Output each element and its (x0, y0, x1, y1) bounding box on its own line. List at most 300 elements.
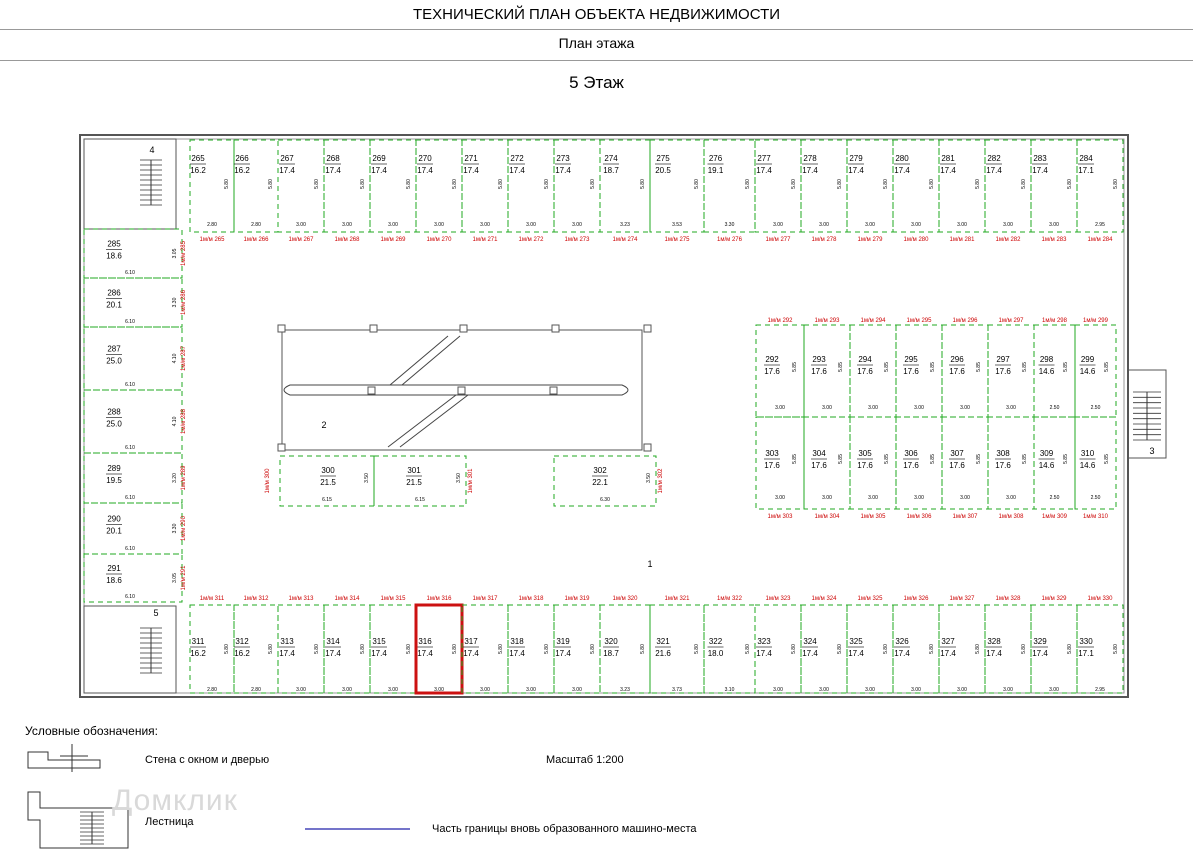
space-label: 1м/м 270 (426, 237, 452, 243)
space-number: 284 (1079, 154, 1093, 163)
space-width-dim: 3.00 (819, 222, 829, 228)
space-label: 1м/м 312 (243, 596, 269, 602)
space-label: 1м/м 304 (814, 514, 840, 520)
space-label: 1м/м 321 (664, 596, 690, 602)
space-area: 17.1 (1078, 166, 1094, 175)
space-label: 1м/м 277 (765, 237, 791, 243)
space-depth-dim: 5.80 (640, 644, 646, 654)
ramp-line (402, 336, 460, 385)
space-number: 282 (987, 154, 1001, 163)
ramp-line (388, 395, 456, 447)
space-number: 317 (464, 637, 478, 646)
space-depth-dim: 5.80 (314, 644, 320, 654)
space-width-dim: 2.80 (251, 222, 261, 228)
space-area: 21.6 (655, 649, 671, 658)
space-label: 1м/м 280 (903, 237, 929, 243)
space-area: 17.4 (279, 649, 295, 658)
space-width-dim: 3.00 (773, 687, 783, 693)
space-area: 17.6 (949, 461, 965, 470)
space-depth-dim: 5.80 (883, 644, 889, 654)
floor-label: 5 Этаж (569, 73, 624, 92)
space-area: 17.4 (417, 166, 433, 175)
space-label: 1м/м 272 (518, 237, 544, 243)
area-label: 2 (321, 420, 327, 430)
space-label: 1м/м 323 (765, 596, 791, 602)
space-depth-dim: 5.85 (1063, 362, 1069, 372)
inner-wall-line (84, 139, 1124, 693)
space-depth-dim: 5.80 (452, 644, 458, 654)
space-width-dim: 3.00 (1006, 405, 1016, 411)
space-area: 16.2 (190, 649, 206, 658)
space-width-dim: 6.10 (125, 495, 135, 501)
space-label: 1м/м 292 (767, 318, 793, 324)
space-label: 1м/м 317 (472, 596, 498, 602)
space-width-dim: 3.00 (1049, 222, 1059, 228)
space-area: 18.6 (106, 576, 122, 585)
space-depth-dim: 5.80 (694, 644, 700, 654)
space-label: 1м/м 283 (1041, 237, 1067, 243)
space-label: 1м/м 274 (612, 237, 638, 243)
space-number: 273 (556, 154, 570, 163)
space-depth-dim: 5.80 (224, 179, 230, 189)
space-label: 1м/м 307 (952, 514, 978, 520)
space-label: 1м/м 279 (857, 237, 883, 243)
space-width-dim: 3.00 (822, 405, 832, 411)
space-depth-dim: 5.80 (791, 644, 797, 654)
stairs-icon (1133, 392, 1161, 440)
space-area: 17.4 (894, 649, 910, 658)
space-area: 17.4 (1032, 649, 1048, 658)
space-number: 308 (996, 449, 1010, 458)
space-area: 17.6 (949, 367, 965, 376)
space-number: 269 (372, 154, 386, 163)
space-area: 14.6 (1038, 367, 1055, 376)
space-number: 295 (904, 355, 918, 364)
space-number: 293 (812, 355, 826, 364)
space-width-dim: 2.50 (1049, 405, 1060, 411)
space-label: 1м/м 287 (181, 346, 187, 371)
space-area: 17.6 (811, 367, 827, 376)
space-width-dim: 3.00 (480, 222, 490, 228)
space-area: 17.6 (857, 461, 873, 470)
space-area: 17.6 (764, 367, 780, 376)
space-number: 286 (107, 288, 121, 298)
space-number: 322 (708, 637, 723, 646)
space-width-dim: 3.23 (620, 687, 630, 693)
space-width-dim: 6.10 (125, 445, 135, 451)
space-depth-dim: 5.85 (838, 362, 844, 372)
space-label: 1м/м 286 (181, 290, 187, 315)
space-number: 307 (950, 449, 964, 458)
space-depth-dim: 5.80 (791, 179, 797, 189)
space-number: 301 (407, 466, 421, 475)
space-number: 311 (191, 637, 205, 646)
space-width-dim: 3.00 (775, 405, 785, 411)
space-label: 1м/м 328 (995, 596, 1021, 602)
space-label: 1м/м 327 (949, 596, 975, 602)
space-area: 20.1 (106, 526, 122, 536)
space-area: 17.6 (995, 461, 1011, 470)
space-depth-dim: 5.80 (745, 179, 751, 189)
space-label: 1м/м 311 (199, 596, 225, 602)
column (458, 387, 465, 394)
space-width-dim: 2.95 (1095, 222, 1105, 228)
space-label: 1м/м 265 (199, 237, 225, 243)
space-width-dim: 3.00 (957, 687, 967, 693)
space-label: 1м/м 329 (1041, 596, 1067, 602)
space-width-dim: 3.00 (822, 495, 832, 501)
space-depth-dim: 5.80 (975, 179, 981, 189)
space-width-dim: 3.00 (296, 687, 306, 693)
space-width-dim: 3.00 (868, 405, 878, 411)
column (644, 325, 651, 332)
space-depth-dim: 5.80 (929, 179, 935, 189)
space-number: 267 (280, 154, 294, 163)
space-number: 292 (765, 355, 779, 364)
legend-wall-label: Стена с окном и дверью (145, 754, 270, 766)
space-depth-dim: 5.80 (224, 644, 230, 654)
space-number: 314 (326, 637, 340, 646)
space-number: 300 (321, 466, 335, 475)
space-label: 1м/м 289 (181, 465, 187, 491)
space-number: 306 (904, 449, 918, 458)
space-label: 1м/м 320 (612, 596, 638, 602)
space-depth-dim: 5.80 (640, 179, 646, 189)
space-number: 318 (510, 637, 524, 646)
space-label: 1м/м 269 (380, 237, 406, 243)
area-label: 3 (1149, 446, 1155, 456)
space-depth-dim: 5.80 (1021, 179, 1027, 189)
space-width-dim: 3.00 (342, 222, 352, 228)
space-label: 1м/м 268 (334, 237, 360, 243)
space-label: 1м/м 282 (995, 237, 1021, 243)
space-label: 1м/м 299 (1083, 318, 1108, 324)
space-area: 17.4 (463, 166, 479, 175)
space-label: 1м/м 295 (906, 318, 932, 324)
space-number: 296 (950, 355, 964, 364)
space-area: 14.6 (1079, 461, 1096, 470)
space-depth-dim: 3.50 (646, 473, 652, 483)
space-number: 327 (941, 637, 955, 646)
space-area: 19.5 (106, 476, 122, 485)
space-depth-dim: 5.85 (792, 362, 798, 372)
space-area: 25.0 (106, 419, 122, 429)
area-label: 5 (153, 608, 159, 618)
space-number: 290 (107, 514, 121, 524)
space-number: 291 (107, 564, 121, 573)
space-depth-dim: 3.05 (172, 573, 178, 583)
space-label: 1м/м 313 (288, 596, 314, 602)
space-number: 329 (1033, 637, 1047, 646)
space-label: 1м/м 302 (658, 468, 664, 494)
area-label: 4 (149, 145, 155, 155)
column (552, 325, 559, 332)
space-area: 17.4 (986, 166, 1002, 175)
space-area: 17.4 (802, 166, 818, 175)
space-number: 276 (708, 154, 723, 163)
space-depth-dim: 5.80 (268, 644, 274, 654)
column (278, 444, 285, 451)
space-area: 17.6 (811, 461, 827, 470)
space-depth-dim: 5.85 (792, 454, 798, 464)
space-width-dim: 3.00 (572, 222, 582, 228)
space-area: 16.2 (190, 166, 206, 175)
space-depth-dim: 5.80 (837, 644, 843, 654)
space-depth-dim: 5.80 (1067, 179, 1073, 189)
space-width-dim: 3.00 (480, 687, 490, 693)
space-depth-dim: 5.85 (1022, 362, 1028, 372)
space-number: 323 (757, 637, 771, 646)
space-depth-dim: 5.80 (590, 644, 596, 654)
space-depth-dim: 5.80 (544, 179, 550, 189)
space-depth-dim: 5.80 (406, 644, 412, 654)
space-label: 1м/м 324 (811, 596, 837, 602)
space-depth-dim: 5.80 (452, 179, 458, 189)
space-width-dim: 2.80 (207, 687, 217, 693)
space-number: 298 (1039, 355, 1054, 364)
space-depth-dim: 5.80 (360, 644, 366, 654)
space-number: 285 (107, 239, 121, 249)
space-label: 1м/м 315 (380, 596, 406, 602)
space-area: 17.4 (802, 649, 818, 658)
stairs-icon (140, 160, 162, 205)
space-area: 19.1 (707, 166, 724, 175)
space-label: 1м/м 301 (468, 468, 474, 494)
space-width-dim: 3.00 (1049, 687, 1059, 693)
space-depth-dim: 5.85 (976, 454, 982, 464)
column (460, 325, 467, 332)
space-number: 312 (235, 637, 249, 646)
space-label: 1м/м 267 (288, 237, 314, 243)
column (550, 387, 557, 394)
area-label: 1 (647, 559, 653, 569)
space-label: 1м/м 330 (1087, 596, 1113, 602)
space-number: 302 (593, 466, 607, 475)
space-label: 1м/м 293 (814, 318, 840, 324)
space-depth-dim: 5.80 (406, 179, 412, 189)
space-width-dim: 2.95 (1095, 687, 1105, 693)
space-number: 289 (107, 464, 121, 473)
legend-title: Условные обозначения: (25, 724, 158, 738)
column (368, 387, 375, 394)
space-area: 17.4 (463, 649, 479, 658)
space-area: 17.4 (509, 649, 525, 658)
space-area: 18.7 (603, 649, 619, 658)
space-depth-dim: 3.50 (456, 473, 462, 483)
space-width-dim: 3.00 (957, 222, 967, 228)
legend-stairs-label: Лестница (145, 816, 194, 828)
ramp-lane (284, 385, 628, 395)
space-depth-dim: 5.85 (1104, 362, 1110, 372)
column (370, 325, 377, 332)
space-area: 14.6 (1079, 367, 1096, 376)
space-width-dim: 2.80 (251, 687, 261, 693)
space-width-dim: 6.15 (415, 497, 425, 503)
space-depth-dim: 5.85 (930, 454, 936, 464)
space-number: 280 (895, 154, 909, 163)
space-width-dim: 3.00 (775, 495, 785, 501)
space-number: 283 (1033, 154, 1047, 163)
space-width-dim: 2.50 (1090, 495, 1101, 501)
space-label: 1м/м 300 (265, 468, 271, 494)
space-width-dim: 3.00 (914, 405, 924, 411)
space-width-dim: 3.00 (434, 687, 444, 693)
space-width-dim: 3.00 (1003, 687, 1013, 693)
space-width-dim: 3.00 (865, 222, 875, 228)
space-label: 1м/м 314 (334, 596, 360, 602)
space-number: 268 (326, 154, 340, 163)
space-width-dim: 3.00 (960, 405, 970, 411)
space-width-dim: 3.00 (960, 495, 970, 501)
space-number: 303 (765, 449, 779, 458)
space-depth-dim: 5.85 (1022, 454, 1028, 464)
space-area: 17.4 (279, 166, 295, 175)
space-depth-dim: 5.80 (1113, 644, 1119, 654)
space-width-dim: 3.23 (620, 222, 630, 228)
space-area: 17.4 (325, 166, 341, 175)
space-area: 16.2 (234, 649, 250, 658)
space-number: 320 (604, 637, 618, 646)
space-area: 18.6 (106, 251, 122, 261)
space-area: 17.4 (1032, 166, 1048, 175)
space-label: 1м/м 309 (1042, 514, 1067, 520)
space-depth-dim: 5.80 (360, 179, 366, 189)
space-width-dim: 2.50 (1090, 405, 1101, 411)
space-width-dim: 3.00 (773, 222, 783, 228)
space-depth-dim: 5.80 (1021, 644, 1027, 654)
space-label: 1м/м 310 (1083, 514, 1108, 520)
space-area: 21.5 (320, 478, 336, 487)
space-width-dim: 6.15 (322, 497, 332, 503)
space-depth-dim: 5.80 (975, 644, 981, 654)
ramp-line (400, 395, 468, 447)
space-width-dim: 6.10 (125, 546, 135, 552)
space-area: 17.4 (325, 649, 341, 658)
space-area: 17.4 (417, 649, 433, 658)
space-depth-dim: 5.85 (976, 362, 982, 372)
space-label: 1м/м 266 (243, 237, 269, 243)
space-label: 1м/м 281 (949, 237, 975, 243)
space-area: 17.4 (940, 166, 956, 175)
space-width-dim: 6.10 (125, 594, 135, 600)
space-depth-dim: 5.85 (884, 362, 890, 372)
space-width-dim: 3.00 (388, 222, 398, 228)
space-number: 265 (191, 154, 205, 163)
space-width-dim: 3.00 (865, 687, 875, 693)
space-area: 14.6 (1038, 461, 1055, 470)
space-width-dim: 3.30 (724, 222, 735, 228)
space-area: 17.4 (371, 649, 387, 658)
space-label: 1м/м 288 (181, 409, 187, 434)
space-width-dim: 2.80 (207, 222, 217, 228)
stairwell-5 (84, 606, 176, 693)
space-area: 17.6 (764, 461, 780, 470)
space-width-dim: 3.00 (1006, 495, 1016, 501)
scale-label: Масштаб 1:200 (546, 754, 624, 766)
space-depth-dim: 5.85 (930, 362, 936, 372)
space-width-dim: 3.00 (1003, 222, 1013, 228)
document-title: ТЕХНИЧЕСКИЙ ПЛАН ОБЪЕКТА НЕДВИЖИМОСТИ (412, 6, 781, 23)
space-label: 1м/м 284 (1087, 237, 1113, 243)
space-width-dim: 3.00 (819, 687, 829, 693)
space-depth-dim: 5.80 (837, 179, 843, 189)
space-number: 321 (656, 637, 670, 646)
space-number: 271 (464, 154, 478, 163)
space-label: 1м/м 303 (767, 514, 793, 520)
space-area: 17.6 (995, 367, 1011, 376)
space-width-dim: 6.10 (125, 382, 135, 388)
space-label: 1м/м 296 (952, 318, 978, 324)
column (644, 444, 651, 451)
space-label: 1м/м 297 (998, 318, 1024, 324)
stairs-icon (80, 812, 104, 844)
outer-wall (80, 135, 1128, 697)
space-label: 1м/м 290 (181, 516, 187, 541)
space-depth-dim: 5.85 (884, 454, 890, 464)
space-number: 310 (1080, 449, 1095, 458)
space-label: 1м/м 271 (472, 237, 498, 243)
space-width-dim: 6.30 (600, 497, 610, 503)
space-width-dim: 3.00 (526, 222, 536, 228)
space-number: 330 (1079, 637, 1093, 646)
space-label: 1м/м 273 (564, 237, 590, 243)
space-width-dim: 2.50 (1049, 495, 1060, 501)
space-number: 272 (510, 154, 524, 163)
space-width-dim: 3.00 (434, 222, 444, 228)
space-label: 1м/м 291 (181, 565, 187, 591)
space-area: 17.6 (903, 367, 919, 376)
space-number: 324 (803, 637, 817, 646)
space-area: 16.2 (234, 166, 250, 175)
watermark-logo: Домклик (112, 784, 238, 817)
space-width-dim: 3.00 (911, 222, 921, 228)
space-label: 1м/м 278 (811, 237, 837, 243)
space-depth-dim: 5.80 (498, 179, 504, 189)
space-width-dim: 3.00 (914, 495, 924, 501)
space-depth-dim: 3.50 (364, 473, 370, 483)
space-number: 325 (849, 637, 863, 646)
space-area: 21.5 (406, 478, 422, 487)
space-depth-dim: 5.80 (544, 644, 550, 654)
space-area: 17.4 (756, 166, 772, 175)
space-depth-dim: 5.80 (929, 644, 935, 654)
space-label: 1м/м 276 (717, 237, 742, 243)
space-width-dim: 3.00 (868, 495, 878, 501)
space-number: 328 (987, 637, 1001, 646)
space-number: 281 (941, 154, 955, 163)
space-number: 270 (418, 154, 432, 163)
space-width-dim: 3.00 (388, 687, 398, 693)
space-depth-dim: 5.80 (883, 179, 889, 189)
space-number: 279 (849, 154, 863, 163)
space-number: 275 (656, 154, 670, 163)
space-area: 17.4 (555, 649, 571, 658)
space-label: 1м/м 306 (906, 514, 932, 520)
space-depth-dim: 5.85 (838, 454, 844, 464)
space-area: 17.6 (903, 461, 919, 470)
space-number: 299 (1080, 355, 1095, 364)
space-area: 17.4 (509, 166, 525, 175)
space-depth-dim: 3.05 (172, 248, 178, 259)
space-width-dim: 3.53 (672, 222, 682, 228)
space-label: 1м/м 308 (998, 514, 1024, 520)
space-number: 277 (757, 154, 771, 163)
space-depth-dim: 3.30 (172, 523, 178, 534)
space-number: 274 (604, 154, 618, 163)
space-depth-dim: 4.10 (172, 416, 178, 427)
space-label: 1м/м 316 (426, 596, 452, 602)
space-number: 278 (803, 154, 817, 163)
